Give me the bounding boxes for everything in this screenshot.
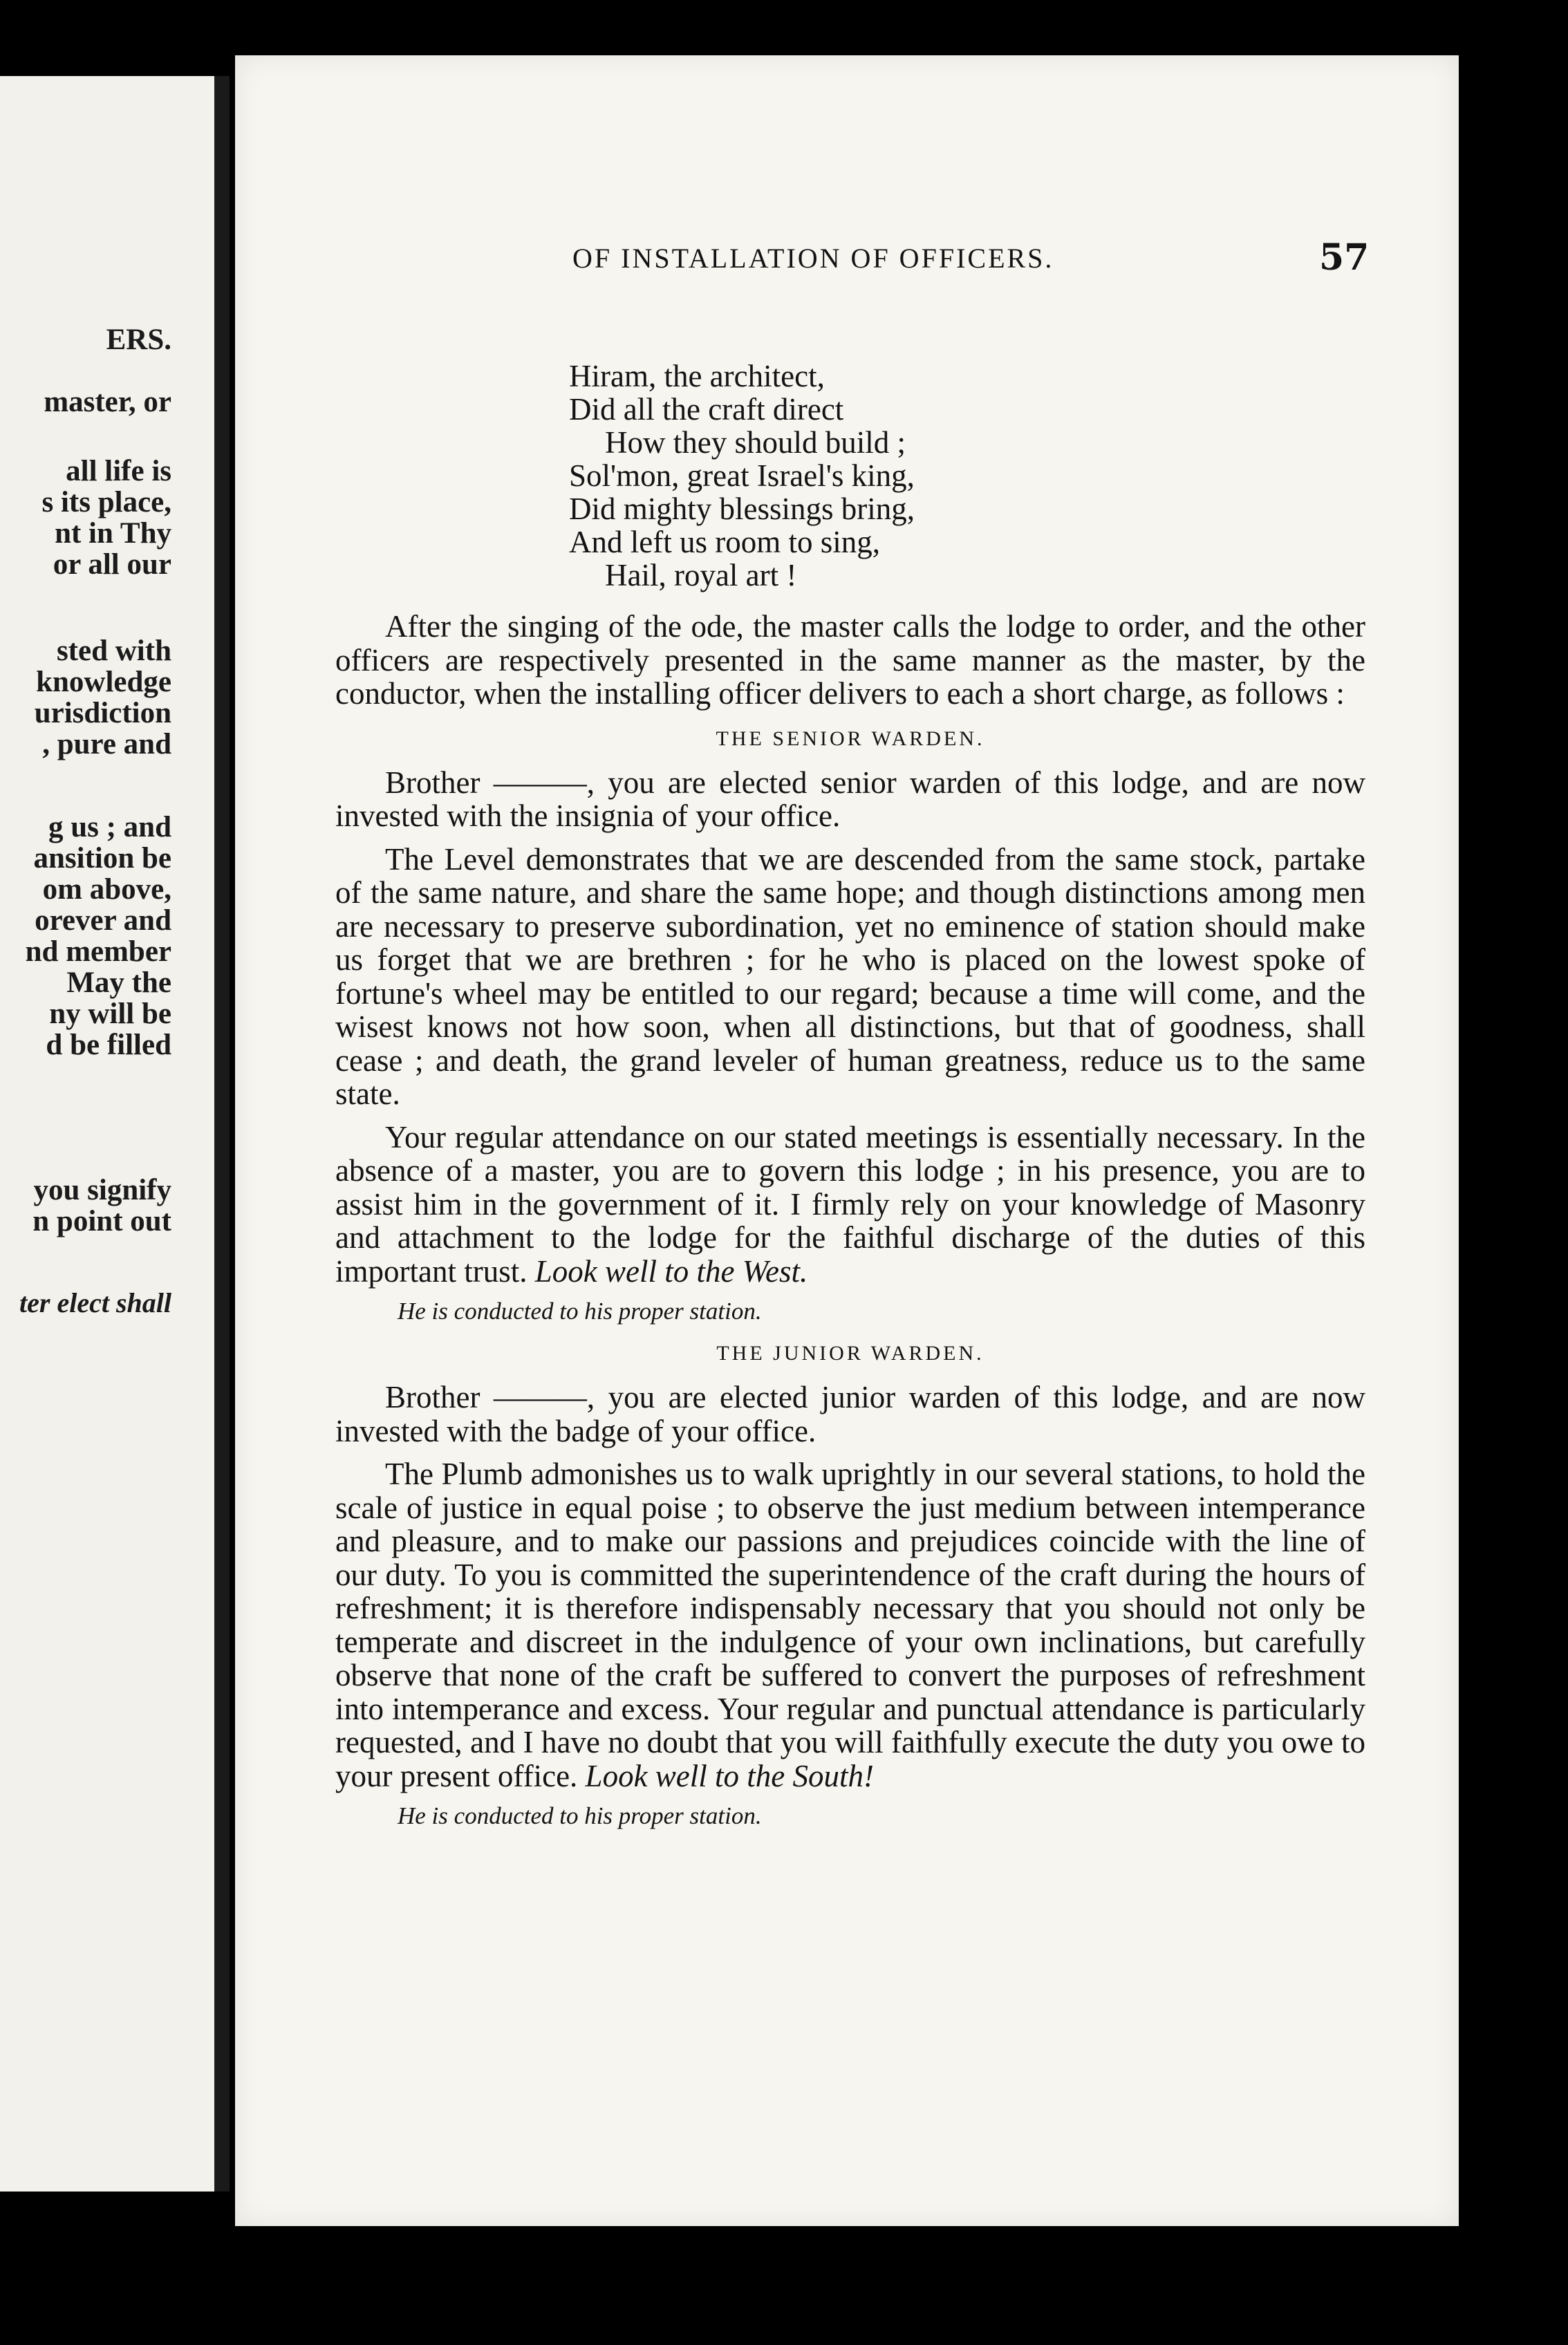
junior-warden-charge-2-text: The Plumb admonishes us to walk uprightly in our several stations, to hold the scale of justice in equal poise ; to observe the just medium between intemperance and pleasure, and to make our passions and prejudices coincide with the line of our duty. To you is committed the superintendence of the craft during the hours of refreshment; it is therefore indispensably necessary that you should not only be temperate and discreet in the indulgence of your own inclinations, but carefully observe that none of the craft be suffered to convert the purposes of refreshment into intemperance and excess. Your regular and punctual attendance is particularly requested, and I have no doubt that you will faithfully execute the duty you owe to your present office.	[335, 1457, 1365, 1793]
previous-page-line: ny will be	[49, 998, 171, 1030]
book-page	[235, 55, 1459, 2226]
senior-warden-charge-3-text: Your regular attendance on our stated meetings is essentially necessary. In the absence of a master, you are to govern this lodge ; in his presence, you are to assist him in the government of it. I firmly rely on your knowledge of Masonry and attachment to the lodge for the faithful discharge of the duties of this important trust.	[335, 1119, 1365, 1289]
page-number: 57	[1319, 236, 1370, 279]
senior-warden-closing: Look well to the West.	[534, 1253, 808, 1289]
ode-line: Hail, royal art !	[605, 558, 797, 592]
previous-page-line: g us ; and	[48, 811, 171, 843]
previous-page-line: d be filled	[46, 1029, 171, 1061]
ode-line: Sol'mon, great Israel's king,	[569, 458, 915, 493]
ode-line: Did mighty blessings bring,	[569, 492, 915, 526]
senior-warden-charge-3	[335, 1121, 1365, 1289]
junior-warden-charge-1: Brother ———, you are elected junior warden of this lodge, and are now invested with the badge of your office.	[335, 1380, 1365, 1448]
previous-page-line: s its place,	[41, 486, 171, 518]
section-heading-junior-warden: THE JUNIOR WARDEN.	[716, 1342, 984, 1365]
ode-stanza	[569, 359, 1365, 592]
stage-direction: He is conducted to his proper station.	[398, 1298, 762, 1325]
ode-line: How they should build ;	[605, 425, 906, 460]
section-heading-senior-warden: THE SENIOR WARDEN.	[716, 727, 985, 750]
previous-page-line: May the	[66, 966, 171, 999]
previous-page-line: n point out	[32, 1205, 171, 1237]
previous-page-line: om above,	[42, 873, 171, 906]
previous-page-line: you signify	[33, 1174, 171, 1206]
previous-page-fragment	[0, 76, 230, 2192]
previous-page-line: , pure and	[42, 728, 171, 760]
previous-page-line: ter elect shall	[19, 1287, 171, 1318]
previous-page-line: orever and	[35, 904, 171, 937]
running-head: OF INSTALLATION OF OFFICERS.	[572, 243, 1054, 274]
previous-page-line: master, or	[44, 386, 171, 418]
previous-page-line: nt in Thy	[55, 517, 171, 550]
senior-warden-charge-1: Brother ———, you are elected senior warden of this lodge, and are now invested with the insignia of your office.	[335, 765, 1365, 833]
previous-page-line: knowledge	[36, 666, 171, 698]
previous-page-line: ERS.	[106, 324, 171, 356]
previous-page-line: all life is	[66, 455, 171, 487]
senior-warden-charge-2: The Level demonstrates that we are descended from the same stock, partake of the same nature, and share the same hope; and though distinctions among men are necessary to preserve subordination, yet no eminence of station should make us forget that we are brethren ; for he who is placed on the lowest spoke of fortune's wheel may be entitled to our regard; because a time will come, and the wisest knows not how soon, when all distinctions, but that of goodness, shall cease ; and death, the grand leveler of human greatness, reduce us to the same state.	[335, 841, 1365, 1111]
ode-line: And left us room to sing,	[569, 525, 880, 559]
previous-page-line: sted with	[56, 635, 171, 667]
junior-warden-closing: Look well to the South!	[585, 1758, 875, 1793]
ode-line: Hiram, the architect,	[569, 359, 825, 393]
previous-page-line: or all our	[53, 548, 171, 581]
previous-page-text	[0, 76, 214, 2192]
page-body	[335, 359, 1365, 1840]
previous-page-line: urisdiction	[34, 697, 171, 729]
junior-warden-charge-2	[335, 1457, 1365, 1793]
previous-page-line: ansition be	[33, 842, 171, 875]
stage-direction: He is conducted to his proper station.	[398, 1802, 762, 1829]
previous-page-line: nd member	[25, 935, 171, 968]
ode-line: Did all the craft direct	[569, 392, 844, 427]
intro-paragraph: After the singing of the ode, the master calls the lodge to order, and the other officers are respectively presented in the same manner as the master, by the conductor, when the installing officer delivers to each a short charge, as follows :	[335, 609, 1365, 711]
